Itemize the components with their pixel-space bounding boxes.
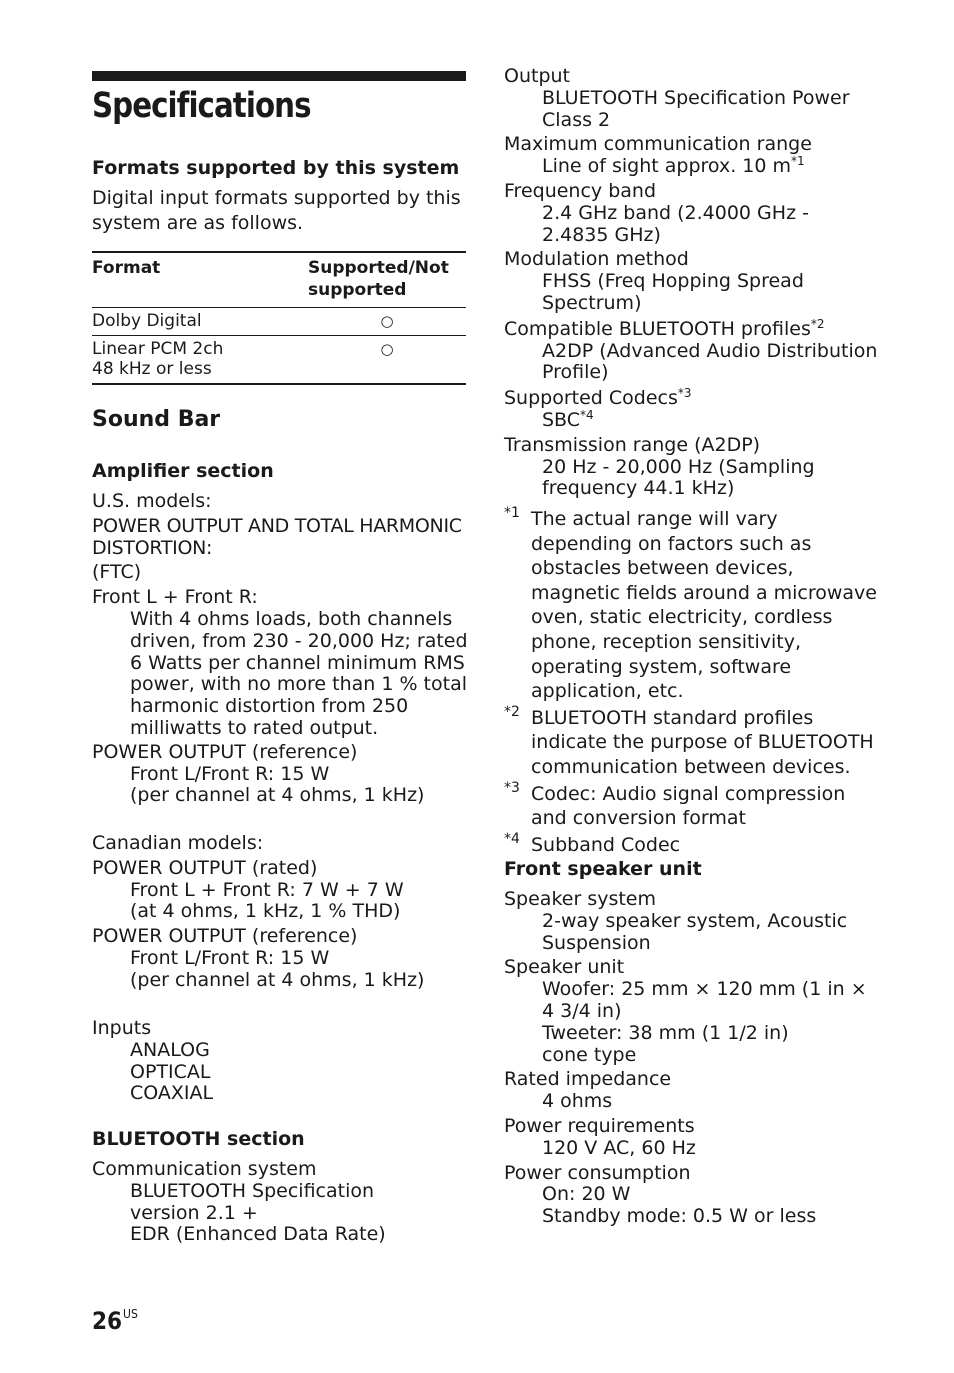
range-value-line [504,156,877,178]
ca-rated-value: Front L + Front R: 7 W + 7 W [130,878,404,901]
table-cell-format: Dolby Digital [92,308,308,336]
footnotes [504,507,884,859]
profiles-label: Compatible BLUETOOTH profiles [504,317,811,340]
codecs-label-line [504,388,877,410]
bluetooth-heading: BLUETOOTH section [92,1128,305,1150]
footnote-ref: *4 [580,407,594,422]
page-title: Specifications [92,86,311,126]
bluetooth-specs-block [504,66,877,500]
front-lr-detail-line: With 4 ohms loads, both channels [130,607,453,630]
trange-line: 20 Hz - 20,000 Hz (Sampling [542,455,815,478]
speaker-system-line: 2-way speaker system, Acoustic [542,909,848,932]
amplifier-ca-block [92,833,466,992]
input-item: COAXIAL [130,1082,214,1105]
profiles-label-line [504,316,877,341]
comm-system-label: Communication system [92,1158,317,1180]
front-lr-label: Front L + Front R: [92,586,258,609]
output-line: BLUETOOTH Specification Power [542,86,850,109]
consumption-line: On: 20 W [542,1183,631,1206]
consumption-line: Standby mode: 0.5 W or less [542,1205,817,1228]
input-item: OPTICAL [130,1060,211,1083]
formats-intro: Digital input formats supported by this system are as follows. [92,187,461,234]
table-cell-support: ○ [308,308,466,336]
footnote-ref: *3 [677,386,692,401]
footnote-item [504,779,884,831]
table-cell-support: ○ [308,336,466,385]
profiles-line: Profile) [542,361,609,384]
ftc-label: (FTC) [92,561,142,584]
comm-system-block [92,1159,386,1246]
codecs-label: Supported Codecs [504,387,678,410]
us-ref-value: Front L/Front R: 15 W [130,762,330,785]
us-ref-label: POWER OUTPUT (reference) [92,740,358,763]
comm-system-line: version 2.1 + [130,1201,258,1224]
amplifier-us-block [92,491,466,807]
footnote-ref: *2 [810,316,825,331]
front-lr-detail-line: milliwatts to rated output. [130,716,379,739]
footnote-text: Codec: Audio signal compression and conversion format [531,782,846,830]
trange-label: Transmission range (A2DP) [504,433,761,456]
footnote-mark: *2 [504,703,520,720]
freq-line: 2.4835 GHz) [542,223,661,246]
ca-ref-value: Front L/Front R: 15 W [130,946,330,969]
front-lr-detail-line: power, with no more than 1 % total [130,673,467,696]
page-number-suffix: US [123,1307,138,1321]
front-lr-detail-line: 6 Watts per channel minimum RMS [130,651,465,674]
mod-label: Modulation method [504,248,689,271]
footnote-text: BLUETOOTH standard profiles indicate the purpose of BLUETOOTH communication between devices. [531,706,874,778]
comm-system-line: BLUETOOTH Specification [130,1179,375,1202]
inputs-block [92,1018,213,1105]
footnote-mark: *4 [504,830,520,847]
ca-rated-label: POWER OUTPUT (rated) [92,856,318,879]
speaker-unit-line: 4 3/4 in) [542,999,622,1022]
front-lr-detail-line: harmonic distortion from 250 [130,695,409,718]
table-header-support: Supported/Not supported [308,258,449,300]
speaker-unit-line: cone type [542,1043,637,1066]
comm-system-line: EDR (Enhanced Data Rate) [130,1223,386,1246]
speaker-system-line: Suspension [542,931,651,954]
mod-line: Spectrum) [542,291,642,314]
footnote-text: Subband Codec [531,833,681,856]
page-number [92,1307,138,1335]
page-number-value: 26 [92,1307,123,1335]
ca-rated-note: (at 4 ohms, 1 kHz, 1 % THD) [130,900,401,923]
impedance-value: 4 ohms [542,1090,613,1113]
ca-ref-label: POWER OUTPUT (reference) [92,925,358,948]
table-cell-format: Linear PCM 2ch 48 kHz or less [92,336,308,385]
footnote-text: The actual range will vary depending on factors such as obstacles between devices, magnetic fields around a microwave oven, static electricity, cordless phone, reception sensitivity, operating system, software application, etc. [531,508,877,703]
range-label: Maximum communication range [504,133,812,156]
range-value: Line of sight approx. 10 m [542,155,792,178]
table-header-row [92,252,466,308]
footnote-item [504,830,884,858]
consumption-label: Power consumption [504,1161,691,1184]
us-ref-note: (per channel at 4 ohms, 1 kHz) [130,784,425,807]
profiles-line: A2DP (Advanced Audio Distribution [542,339,878,362]
power-req-label: Power requirements [504,1114,695,1137]
power-req-value: 120 V AC, 60 Hz [542,1136,696,1159]
table-row [92,308,466,336]
speaker-system-label: Speaker system [504,888,657,910]
front-lr-detail-line: driven, from 230 - 20,000 Hz; rated [130,629,468,652]
front-speaker-heading: Front speaker unit [504,858,702,880]
table-row [92,336,466,385]
us-models-label: U.S. models: [92,490,212,512]
codecs-value: SBC [542,408,581,431]
impedance-label: Rated impedance [504,1068,672,1091]
freq-label: Frequency band [504,179,656,202]
speaker-unit-label: Speaker unit [504,956,625,979]
speaker-unit-line: Woofer: 25 mm × 120 mm (1 in × [542,978,867,1001]
ca-models-label: Canadian models: [92,832,264,854]
amplifier-heading: Amplifier section [92,460,274,482]
freq-line: 2.4 GHz band (2.4000 GHz - [542,201,809,224]
ca-ref-note: (per channel at 4 ohms, 1 kHz) [130,968,425,991]
inputs-label: Inputs [92,1017,152,1039]
input-item: ANALOG [130,1038,210,1061]
mod-line: FHSS (Freq Hopping Spread [542,270,804,293]
trange-line: frequency 44.1 kHz) [542,477,735,500]
us-power-label: POWER OUTPUT AND TOTAL HARMONIC DISTORTION: [92,514,462,559]
footnote-item [504,703,884,780]
table-header-format: Format [92,258,161,278]
footnote-item [504,507,884,704]
formats-table [92,251,466,385]
codecs-value-line [504,407,877,432]
footnote-ref: *1 [791,154,805,169]
speaker-unit-line: Tweeter: 38 mm (1 1/2 in) [542,1021,789,1044]
footnote-mark: *3 [504,779,520,796]
sound-bar-heading: Sound Bar [92,407,221,432]
front-speaker-block [504,889,867,1228]
title-rule [92,71,466,81]
footnote-mark: *1 [504,505,520,521]
formats-heading: Formats supported by this system [92,157,460,179]
output-label: Output [504,65,570,87]
output-line: Class 2 [542,108,611,131]
